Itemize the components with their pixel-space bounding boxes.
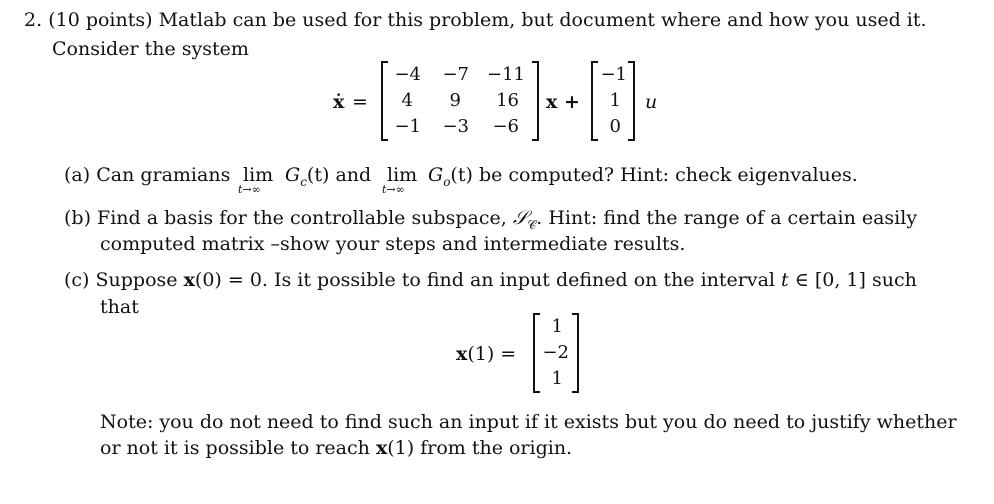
state-derivative	[333, 90, 344, 114]
matrix-a-cell: −6	[492, 116, 519, 137]
target-vector-cell: 1	[551, 316, 563, 337]
part-c: (c) Suppose x(0) = 0. Is it possible to find an input defined on the interval t ∈ [0, 1] such	[64, 269, 917, 291]
lim-2: lim	[387, 164, 418, 186]
matrix-b-cell: 1	[609, 90, 621, 111]
matrix-b-cell: −1	[600, 64, 627, 85]
note-line2: or not it is possible to reach x(1) from the origin.	[100, 437, 573, 459]
xdot-symbol: ẋ	[333, 91, 345, 113]
lim-1: lim	[243, 164, 274, 186]
matrix-a-cell: −11	[487, 64, 525, 85]
part-b: (b) Find a basis for the controllable subspace, 𝒮$_𝒞$. Hint: find the range of a certain easily	[64, 207, 918, 232]
problem-number: 2.	[24, 9, 43, 31]
problem-intro: Matlab can be used for this problem, but document where and how you used it.	[158, 9, 927, 31]
matrix-a-cell: 16	[496, 90, 519, 111]
part-c-label: (c)	[64, 269, 90, 291]
gramian-c: $G_c(t)$ and	[285, 164, 372, 189]
matrix-a-cell: 4	[401, 90, 413, 111]
problem-points: (10 points)	[48, 9, 153, 31]
matrix-b-cell: 0	[609, 116, 621, 137]
problem-header	[24, 8, 927, 32]
matrix-a-cell: −7	[442, 64, 469, 85]
target-vector-cell: 1	[551, 368, 563, 389]
part-c-line2: that	[100, 296, 139, 318]
part-a-text: Can gramians	[96, 164, 231, 186]
part-b-label: (b)	[64, 207, 91, 229]
controllable-subspace-symbol: 𝒮	[512, 207, 528, 229]
problem-intro-line2: Consider the system	[52, 38, 249, 60]
system-equals: =	[352, 91, 368, 113]
lim-2-sub: t→∞	[382, 183, 405, 196]
matrix-b	[591, 62, 635, 140]
matrix-a-cell: −4	[394, 64, 421, 85]
matrix-a-cell: −3	[442, 116, 469, 137]
note-line1: Note: you do not need to find such an input if it exists but you do need to justify whether	[100, 411, 957, 433]
lim-1-sub: t→∞	[238, 183, 261, 196]
target-state: x(1) =	[456, 343, 517, 365]
part-a	[64, 163, 230, 187]
part-a-label: (a)	[64, 164, 91, 186]
matrix-a	[381, 62, 539, 140]
part-b-line2: computed matrix –show your steps and intermediate results.	[100, 233, 686, 255]
target-vector-cell: −2	[542, 342, 569, 363]
matrix-a-cell: 9	[449, 90, 461, 111]
gramian-o: $G_o(t)$ be computed? Hint: check eigenvalues.	[428, 164, 858, 189]
input-u: u	[645, 91, 658, 113]
x-plus: x +	[546, 91, 580, 113]
target-vector	[533, 314, 579, 392]
matrix-a-cell: −1	[394, 116, 421, 137]
